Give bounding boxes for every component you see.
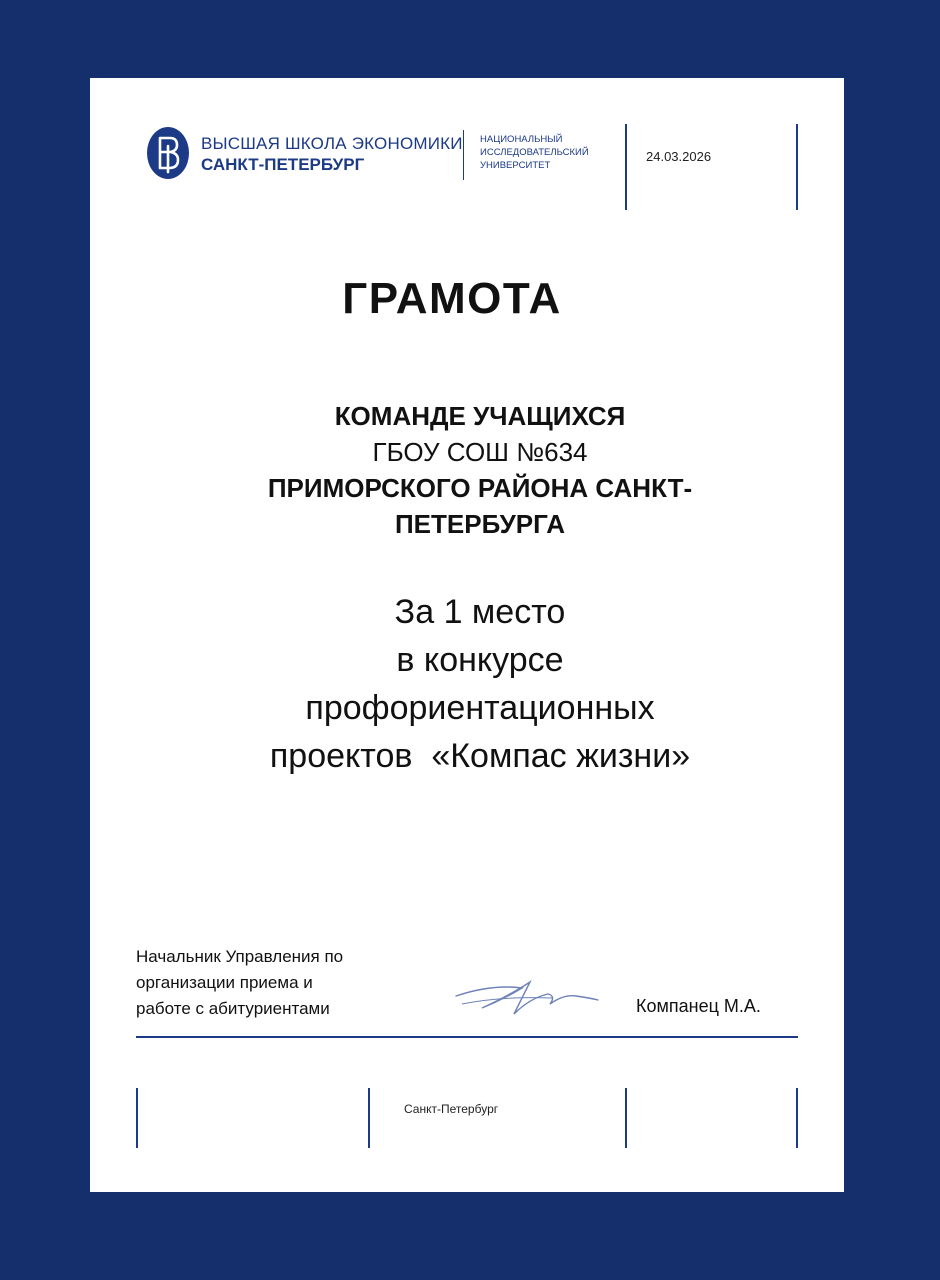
award-line: в конкурсе [396, 641, 564, 679]
certificate-sheet [90, 78, 844, 1192]
footer-divider [796, 1088, 798, 1148]
award-line: профориентационных [305, 689, 655, 727]
award-line: За 1 место [394, 593, 566, 631]
document-title: ГРАМОТА [342, 274, 562, 323]
footer-divider [625, 1088, 627, 1148]
handwritten-signature [452, 974, 602, 1024]
issue-date: 24.03.2026 [646, 149, 712, 164]
signer-title: Начальник Управления по организации приема и работе с абитуриентами [136, 947, 344, 1018]
footer-city: Санкт-Петербург [404, 1102, 499, 1116]
hse-emblem-icon [146, 126, 190, 180]
recipient-line: КОМАНДЕ УЧАЩИХСЯ [334, 401, 626, 431]
recipient-block [190, 398, 770, 542]
signer-name: Компанец М.А. [636, 996, 761, 1016]
logo-divider [463, 130, 464, 180]
logo-subtitle: НАЦИОНАЛЬНЫЙ ИССЛЕДОВАТЕЛЬСКИЙ УНИВЕРСИТЕТ [480, 134, 589, 171]
logo-name-line: ВЫСШАЯ ШКОЛА ЭКОНОМИКИ [201, 134, 463, 153]
header-divider-left [625, 124, 627, 210]
footer-divider [368, 1088, 370, 1148]
footer-divider [136, 1088, 138, 1148]
recipient-line: ПРИМОРСКОГО РАЙОНА САНКТ-ПЕТЕРБУРГА [267, 473, 693, 539]
award-block [190, 588, 770, 780]
header-divider-right [796, 124, 798, 210]
signature-rule [136, 1036, 798, 1038]
award-line: проектов «Компас жизни» [269, 737, 691, 775]
logo-city-line: САНКТ-ПЕТЕРБУРГ [201, 155, 365, 174]
recipient-line: ГБОУ СОШ №634 [372, 437, 588, 467]
